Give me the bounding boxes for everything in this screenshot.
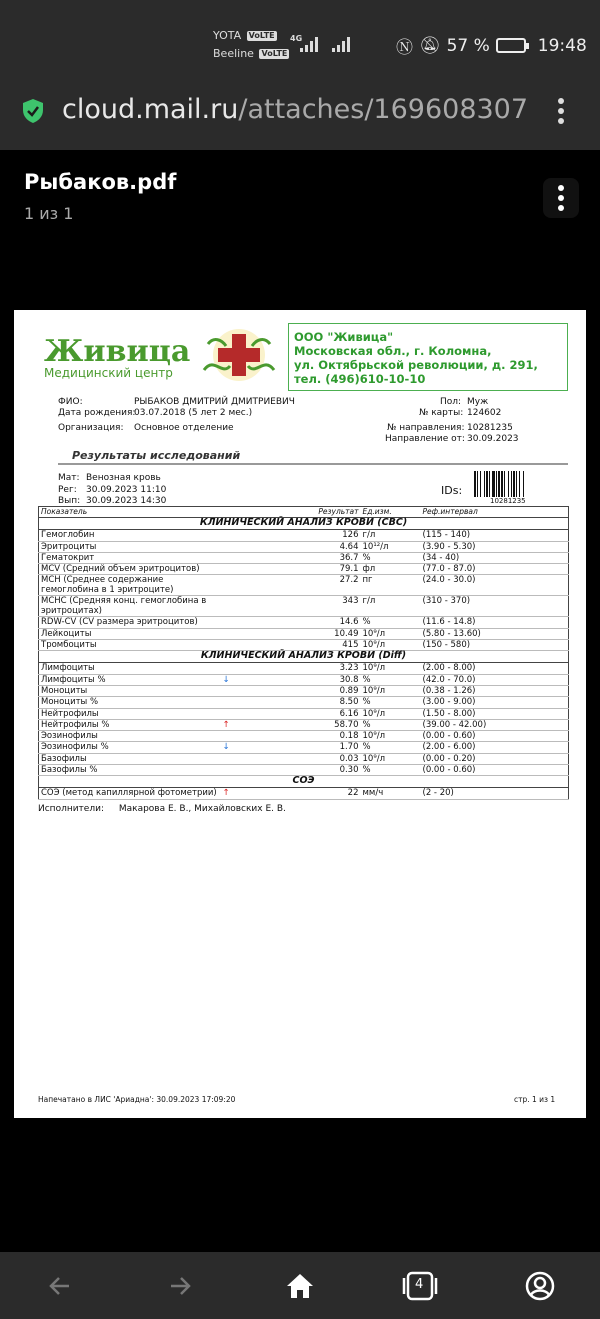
group-header <box>39 651 569 663</box>
result-flag <box>221 765 251 776</box>
result-flag <box>221 617 251 628</box>
home-icon <box>285 1272 315 1300</box>
table-row <box>39 617 569 628</box>
result-unit: % <box>361 617 421 628</box>
sex-label: Пол: <box>440 397 462 407</box>
result-unit: г/л <box>361 530 421 541</box>
dob-label: Дата рождения: <box>58 408 136 418</box>
result-unit: 10⁹/л <box>361 663 421 674</box>
carrier-info <box>213 27 289 63</box>
reg-value: 30.09.2023 11:10 <box>86 485 167 495</box>
executors-label: Исполнители: <box>38 804 104 814</box>
secure-shield-icon <box>22 98 44 124</box>
result-name: Моноциты <box>39 685 221 696</box>
result-value: 27.2 <box>251 575 361 596</box>
profile-button[interactable] <box>522 1268 558 1304</box>
result-unit: 10⁹/л <box>361 753 421 764</box>
page-number: стр. 1 из 1 <box>514 1095 556 1104</box>
result-unit: % <box>361 697 421 708</box>
result-ref: (0.00 - 0.60) <box>421 765 569 776</box>
battery-icon <box>496 38 526 53</box>
barcode-bar <box>477 471 478 497</box>
result-value: 4.64 <box>251 541 361 552</box>
result-name: Гемоглобин <box>39 530 221 541</box>
table-row <box>39 731 569 742</box>
barcode-bar <box>511 471 512 497</box>
result-ref: (0.00 - 0.20) <box>421 753 569 764</box>
table-row <box>39 697 569 708</box>
group-header <box>39 518 569 530</box>
barcode-bar <box>498 471 500 497</box>
signal-icon-2 <box>330 36 352 52</box>
battery-percent: 57 % <box>446 35 490 56</box>
result-value: 126 <box>251 530 361 541</box>
result-name: Эозинофилы <box>39 731 221 742</box>
logo-subtitle: Медицинский центр <box>44 366 173 380</box>
result-flag: ↑ <box>221 719 251 730</box>
card-value: 124602 <box>467 408 502 418</box>
result-flag <box>221 753 251 764</box>
result-flag <box>221 731 251 742</box>
executors-value: Макарова Е. В., Михайловских Е. В. <box>118 804 286 814</box>
org-line: Московская обл., г. Коломна, <box>294 344 492 358</box>
ref-label: № направления: <box>387 423 465 433</box>
arrow-right-icon <box>167 1273 193 1299</box>
table-row <box>39 685 569 696</box>
result-unit: фл <box>361 564 421 575</box>
result-name: MCH (Среднее содержание гемоглобина в 1 эритроците) <box>39 575 221 596</box>
result-flag <box>221 541 251 552</box>
result-value: 3.23 <box>251 663 361 674</box>
barcode-bar <box>513 471 515 497</box>
result-value: 415 <box>251 640 361 651</box>
result-ref: (42.0 - 70.0) <box>421 674 569 685</box>
medical-cross-icon <box>200 326 278 384</box>
barcode-bar <box>496 471 497 497</box>
url-host: cloud.mail.ru <box>62 94 239 125</box>
table-row <box>39 541 569 552</box>
result-name: MCHC (Средняя конц. гемоглобина в эритроцитах) <box>39 596 221 617</box>
mat-value: Венозная кровь <box>86 473 161 483</box>
status-bar <box>0 0 600 72</box>
col-unit: Ед.изм. <box>361 507 421 518</box>
result-ref: (1.50 - 8.00) <box>421 708 569 719</box>
result-unit: 10⁹/л <box>361 640 421 651</box>
result-value: 0.30 <box>251 765 361 776</box>
card-label: № карты: <box>419 408 464 418</box>
result-name: Нейтрофилы % <box>39 719 221 730</box>
result-name: Эритроциты <box>39 541 221 552</box>
table-row <box>39 765 569 776</box>
result-ref: (150 - 580) <box>421 640 569 651</box>
group-title: КЛИНИЧЕСКИЙ АНАЛИЗ КРОВИ (Diff) <box>39 651 569 663</box>
barcode <box>474 471 546 497</box>
network-type: 4G <box>290 34 303 43</box>
result-flag <box>221 685 251 696</box>
bottom-nav <box>0 1252 600 1319</box>
section-title: Результаты исследований <box>72 449 241 462</box>
url-path: /attaches/169608307 <box>238 94 529 125</box>
result-name: СОЭ (метод капиллярной фотометрии) <box>39 788 221 799</box>
result-unit: 10⁹/л <box>361 628 421 639</box>
result-name: Базофилы % <box>39 765 221 776</box>
table-row <box>39 628 569 639</box>
group-title: КЛИНИЧЕСКИЙ АНАЛИЗ КРОВИ (CBC) <box>39 518 569 530</box>
barcode-bar <box>501 471 503 497</box>
result-ref: (310 - 370) <box>421 596 569 617</box>
result-flag: ↓ <box>221 742 251 753</box>
result-unit: 10⁹/л <box>361 708 421 719</box>
volte-badge-2: VoLTE <box>261 49 288 58</box>
refdate-value: 30.09.2023 <box>467 434 519 444</box>
fio-value: РЫБАКОВ ДМИТРИЙ ДМИТРИЕВИЧ <box>134 397 295 407</box>
result-unit: 10¹²/л <box>361 541 421 552</box>
table-row <box>39 530 569 541</box>
result-flag: ↓ <box>221 674 251 685</box>
result-unit: % <box>361 742 421 753</box>
fio-label: ФИО: <box>58 397 83 407</box>
result-flag <box>221 564 251 575</box>
executors <box>38 804 286 814</box>
mat-label: Мат: <box>58 473 80 483</box>
org-value: Основное отделение <box>134 423 234 433</box>
result-ref: (77.0 - 87.0) <box>421 564 569 575</box>
table-row <box>39 552 569 563</box>
result-value: 10.49 <box>251 628 361 639</box>
result-ref: (34 - 40) <box>421 552 569 563</box>
barcode-bar <box>516 471 517 497</box>
arrow-left-icon <box>47 1273 73 1299</box>
result-flag <box>221 575 251 596</box>
result-name: Моноциты % <box>39 697 221 708</box>
result-name: Эозинофилы % <box>39 742 221 753</box>
refdate-label: Направление от: <box>385 434 465 444</box>
result-name: Лимфоциты <box>39 663 221 674</box>
more-vert-icon <box>543 178 579 218</box>
address-bar <box>0 72 600 150</box>
barcode-bar <box>474 471 476 497</box>
result-ref: (115 - 140) <box>421 530 569 541</box>
result-unit: % <box>361 674 421 685</box>
forward-button[interactable] <box>162 1268 198 1304</box>
result-value: 36.7 <box>251 552 361 563</box>
result-ref: (3.90 - 5.30) <box>421 541 569 552</box>
result-ref: (11.6 - 14.8) <box>421 617 569 628</box>
result-unit: 10⁹/л <box>361 731 421 742</box>
result-flag <box>221 697 251 708</box>
back-button[interactable] <box>42 1268 78 1304</box>
result-name: Нейтрофилы <box>39 708 221 719</box>
col-result: Результат <box>251 507 361 518</box>
tabs-button[interactable] <box>402 1268 438 1304</box>
result-ref: (0.00 - 0.60) <box>421 731 569 742</box>
result-name: Тромбоциты <box>39 640 221 651</box>
result-flag <box>221 552 251 563</box>
result-value: 6.16 <box>251 708 361 719</box>
result-ref: (5.80 - 13.60) <box>421 628 569 639</box>
more-vert-icon[interactable] <box>557 96 565 126</box>
nfc-icon: Ⓝ <box>396 38 413 58</box>
table-row <box>39 753 569 764</box>
barcode-bar <box>519 471 520 497</box>
result-value: 79.1 <box>251 564 361 575</box>
status-right <box>396 33 587 58</box>
barcode-bar <box>489 471 490 497</box>
file-menu-button[interactable] <box>543 178 579 218</box>
reg-label: Рег: <box>58 485 77 495</box>
table-row <box>39 742 569 753</box>
logo-title: Живица <box>44 334 191 369</box>
org-line: ООО "Живица" <box>294 330 394 344</box>
ids-label: IDs: <box>441 484 463 497</box>
result-value: 0.18 <box>251 731 361 742</box>
file-name: Рыбаков.pdf <box>24 170 177 194</box>
result-value: 0.03 <box>251 753 361 764</box>
account-icon <box>525 1271 555 1301</box>
barcode-bar <box>504 471 505 497</box>
barcode-bar <box>484 471 485 497</box>
result-value: 1.70 <box>251 742 361 753</box>
table-row <box>39 564 569 575</box>
result-ref: (39.00 - 42.00) <box>421 719 569 730</box>
result-name: MCV (Средний объем эритроцитов) <box>39 564 221 575</box>
out-value: 30.09.2023 14:30 <box>86 496 167 506</box>
table-row <box>39 596 569 617</box>
group-header <box>39 776 569 788</box>
volte-badge: VoLTE <box>248 31 275 40</box>
table-row <box>39 575 569 596</box>
printed-note: Напечатано в ЛИС 'Ариадна': 30.09.2023 17:09:20 <box>38 1095 236 1104</box>
result-name: Лимфоциты % <box>39 674 221 685</box>
result-name: Гематокрит <box>39 552 221 563</box>
result-unit: % <box>361 765 421 776</box>
result-unit: % <box>361 719 421 730</box>
results-table <box>38 506 569 800</box>
result-unit: мм/ч <box>361 788 421 799</box>
barcode-bar <box>523 471 524 497</box>
col-ref: Реф.интервал <box>421 507 569 518</box>
result-ref: (0.38 - 1.26) <box>421 685 569 696</box>
result-ref: (2 - 20) <box>421 788 569 799</box>
result-value: 14.6 <box>251 617 361 628</box>
result-flag <box>221 708 251 719</box>
result-value: 343 <box>251 596 361 617</box>
carrier1: YOTA <box>213 29 242 42</box>
barcode-bar <box>486 471 488 497</box>
result-flag <box>221 628 251 639</box>
barcode-number: 10281235 <box>490 497 526 505</box>
page-count: 1 из 1 <box>24 204 74 223</box>
table-row <box>39 719 569 730</box>
result-flag <box>221 530 251 541</box>
dob-value: 03.07.2018 (5 лет 2 мес.) <box>134 408 253 418</box>
barcode-bar <box>492 471 495 497</box>
result-value: 22 <box>251 788 361 799</box>
result-value: 0.89 <box>251 685 361 696</box>
sex-value: Муж <box>467 397 489 407</box>
carrier2: Beeline <box>213 47 254 60</box>
org-info-box <box>288 323 568 391</box>
ref-value: 10281235 <box>467 423 513 433</box>
clock: 19:48 <box>537 35 587 56</box>
result-ref: (2.00 - 8.00) <box>421 663 569 674</box>
out-label: Вып: <box>58 496 81 506</box>
url-field[interactable] <box>62 94 542 125</box>
result-name: Лейкоциты <box>39 628 221 639</box>
result-ref: (24.0 - 30.0) <box>421 575 569 596</box>
barcode-bar <box>508 471 509 497</box>
pdf-page[interactable] <box>14 310 586 1118</box>
result-unit: 10⁹/л <box>361 685 421 696</box>
table-row <box>39 708 569 719</box>
result-flag: ↑ <box>221 788 251 799</box>
table-row <box>39 663 569 674</box>
org-line: тел. (496)610-10-10 <box>294 372 426 386</box>
group-title: СОЭ <box>39 776 569 788</box>
barcode-bar <box>480 471 481 497</box>
result-flag <box>221 663 251 674</box>
table-row <box>39 788 569 799</box>
mute-icon: 🔕︎ <box>419 35 441 56</box>
table-row <box>39 674 569 685</box>
home-button[interactable] <box>282 1268 318 1304</box>
result-unit: г/л <box>361 596 421 617</box>
signal-icon <box>290 36 320 52</box>
result-name: Базофилы <box>39 753 221 764</box>
result-name: RDW-CV (CV размера эритроцитов) <box>39 617 221 628</box>
result-unit: % <box>361 552 421 563</box>
result-value: 8.50 <box>251 697 361 708</box>
result-value: 30.8 <box>251 674 361 685</box>
result-ref: (3.00 - 9.00) <box>421 697 569 708</box>
section-divider <box>58 463 568 465</box>
result-ref: (2.00 - 6.00) <box>421 742 569 753</box>
result-value: 58.70 <box>251 719 361 730</box>
tab-count: 4 <box>415 1277 424 1292</box>
result-flag <box>221 596 251 617</box>
org-line: ул. Октябрьской революции, д. 291, <box>294 358 538 372</box>
org-label: Организация: <box>58 423 124 433</box>
result-unit: пг <box>361 575 421 596</box>
col-name: Показатель <box>39 507 221 518</box>
